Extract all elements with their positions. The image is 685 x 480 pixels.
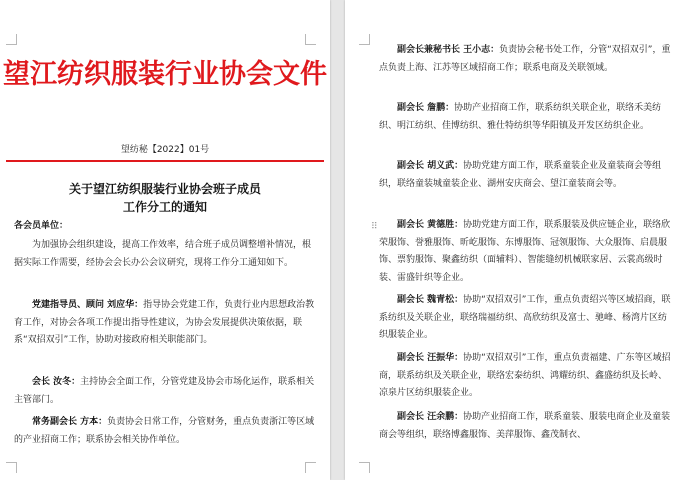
assignment-label: 副会长 汪振华： [397,353,464,363]
assignment-label: 副会长 黄德胜： [397,220,464,230]
assignment-label: 党建指导员、顾问 刘应华： [32,300,144,310]
assignment-paragraph [379,158,675,193]
assignment-paragraph [379,292,675,345]
assignment-paragraph [379,100,675,135]
assignment-text: 协助“双招双引”工作，重点负责绍兴等区域招商，联系纺织及关联企业，联络瑞福纺织、高欣纺织及富士、驰峰、杨湾片区纺织服装企业。 [379,295,671,340]
assignment-text: 负责协会日常工作，分管财务，重点负责浙江等区域的产业招商工作；联系协会相关协作单位。 [14,417,315,445]
margin-corner-mark [305,462,316,473]
assignment-label: 副会长 汪余鹏： [397,412,464,422]
assignment-text: 指导协会党建工作，负责行业内思想政治教育工作，对协会各项工作提出指导性建议，为协会发展提供决策依据，联系“双招双引”工作，协助对接政府相关职能部门。 [14,300,315,345]
margin-corner-mark [305,34,316,45]
assignment-text: 协助“双招双引”工作，重点负责福建、广东等区域招商，联系纺织及关联企业，联络宏泰纺织、鸿耀纺织、鑫盛纺织及长岭、凉泉片区纺织服装企业。 [379,353,671,398]
paragraph-drag-handle-icon[interactable]: ⠿ [371,222,379,232]
margin-corner-mark [6,34,17,45]
assignment-paragraph [14,374,318,409]
assignment-text: 协助产业招商工作，联系童装、服装电商企业及童装商会等组织，联络博鑫服饰、美萍服饰、鑫茂制衣、 [379,412,671,440]
assignment-label: 副会长 詹鹏： [397,103,455,113]
assignment-text: 协助产业招商工作，联系纺织关联企业，联络禾美纺织、明江纺织、佳博纺织、雅仕特纺织等华阳镇及开发区纺织企业。 [379,103,662,131]
margin-corner-mark [359,462,370,473]
notice-heading-line2: 工作分工的通知 [122,200,207,214]
intro-paragraph: 为加强协会组织建设，提高工作效率，结合班子成员调整增补情况，根据实际工作需要，经协会会长办公会议研究，现将工作分工通知如下。 [14,240,312,268]
assignment-text: 协助党建方面工作，联系童装企业及童装商会等组织，联络童装城童装企业、湖州安庆商会、望江童装商会等。 [379,161,662,189]
document-page-right [345,0,685,480]
assignment-label: 副会长 胡义武： [397,161,464,171]
salutation: 各会员单位： [14,221,69,231]
notice-heading-line1: 关于望江纺织服装行业协会班子成员 [68,182,261,196]
assignment-label: 副会长 魏青松： [397,295,464,305]
assignment-paragraph [379,409,675,444]
assignment-paragraph [14,297,318,350]
assignment-label: 会长 汝冬： [32,377,81,387]
assignment-text: 主持协会全面工作，分管党建及协会市场化运作，联系相关主管部门。 [14,377,315,405]
assignment-paragraph [379,217,675,287]
assignment-text: 协助党建方面工作，联系服装及供应链企业，联络欣荣服饰、誉雅服饰、昕屹服饰、东博服饰、冠领服饰、大众服饰、启晨服饰、票豹服饰、聚鑫纺织（面辅料）、智能缝纫机械联家居、云裳高级时装、雷盛针织等企业。 [379,220,671,283]
assignment-label: 副会长兼秘书长 王小志： [397,45,500,55]
assignment-paragraph [14,414,318,449]
assignment-label: 常务副会长 方本： [32,417,108,427]
assignment-text: 负责协会秘书处工作，分管“双招双引”，重点负责上海、江苏等区域招商工作；联系电商及关联领域。 [379,45,671,73]
assignment-paragraph [379,350,675,403]
margin-corner-mark [359,34,370,45]
margin-corner-mark [6,462,17,473]
document-red-header-title: 望江纺织服装行业协会文件 [3,59,327,90]
assignment-paragraph [379,42,675,77]
document-number: 望纺秘【2022】01号 [120,145,210,155]
red-separator-line [6,160,324,162]
document-page-left [0,0,330,480]
